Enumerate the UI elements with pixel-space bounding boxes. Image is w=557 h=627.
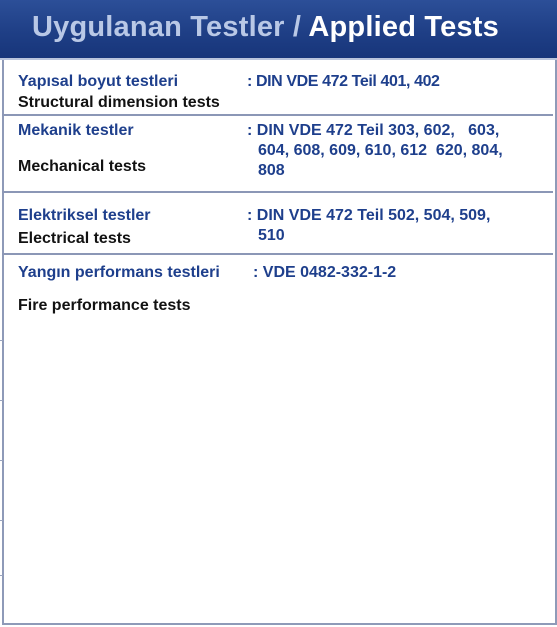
edge-tick <box>0 520 3 521</box>
section-mechanical-label-tr: Mekanik testler <box>18 122 134 139</box>
section-fire-standard-line-1: : VDE 0482-332-1-2 <box>253 264 397 281</box>
section-electrical-standard-line-2: 510 <box>258 227 285 244</box>
section-mechanical-standard-line-2: 604, 608, 609, 610, 612 620, 804, <box>258 142 503 159</box>
section-structural-standard-line-1: : DIN VDE 472 Teil 401, 402 <box>247 73 440 90</box>
section-structural-label-tr: Yapısal boyut testleri <box>18 73 179 90</box>
header-banner <box>0 0 557 60</box>
title-turkish: Uygulanan Testler <box>32 11 285 43</box>
edge-tick <box>0 400 3 401</box>
edge-tick <box>0 460 3 461</box>
section-divider <box>2 114 553 116</box>
section-divider <box>2 253 553 255</box>
edge-tick <box>0 340 3 341</box>
title-english: Applied Tests <box>308 11 499 43</box>
section-electrical-label-en: Electrical tests <box>18 230 131 247</box>
page-title <box>32 11 499 44</box>
edge-tick <box>0 575 3 576</box>
section-structural-label-en: Structural dimension tests <box>18 94 220 111</box>
section-mechanical-label-en: Mechanical tests <box>18 158 147 175</box>
section-electrical-label-tr: Elektriksel testler <box>18 207 151 224</box>
section-divider <box>2 191 553 193</box>
title-separator: / <box>292 11 302 43</box>
section-fire-label-tr: Yangın performans testleri <box>18 264 220 281</box>
section-mechanical-standard-line-1: : DIN VDE 472 Teil 303, 602, 603, <box>247 122 500 139</box>
section-fire-label-en: Fire performance tests <box>18 297 191 314</box>
section-electrical-standard-line-1: : DIN VDE 472 Teil 502, 504, 509, <box>247 207 491 224</box>
section-mechanical-standard-line-3: 808 <box>258 162 285 179</box>
